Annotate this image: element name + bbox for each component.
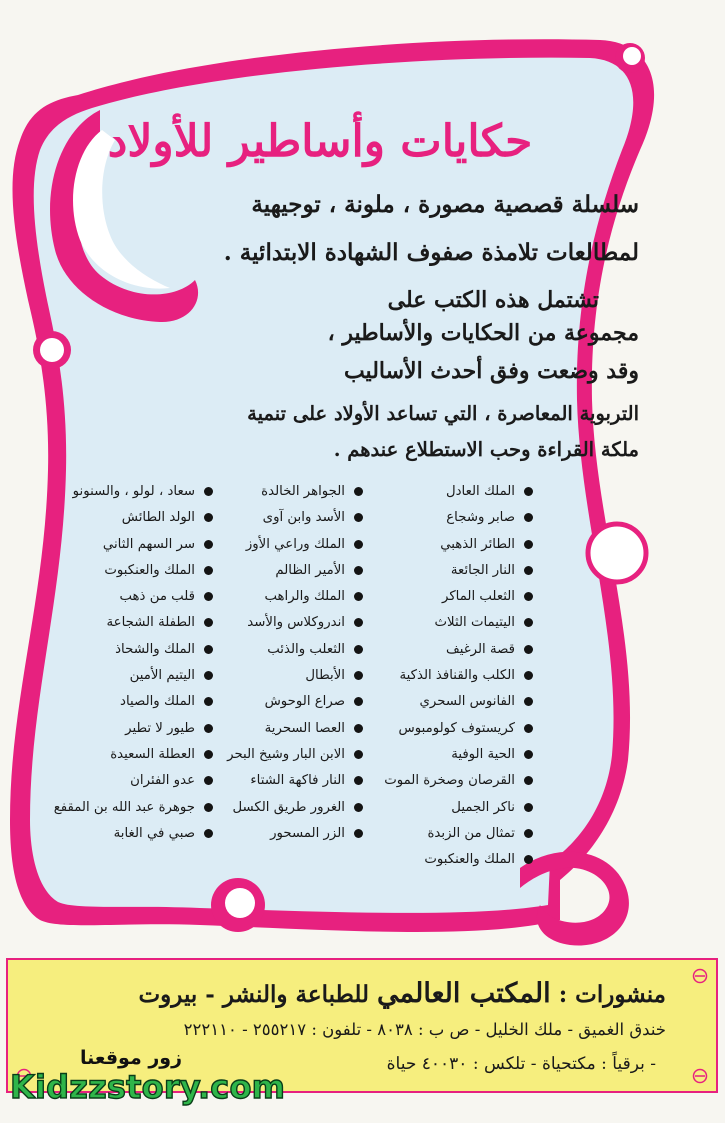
- bullet-icon: [204, 697, 213, 706]
- subtitle-line-2: لمطالعات تلامذة صفوف الشهادة الابتدائية .: [223, 239, 639, 266]
- book-title-text: النار فاكهة الشتاء: [250, 773, 345, 789]
- corner-circle-icon: [692, 1068, 708, 1084]
- bullet-icon: [524, 566, 533, 575]
- book-title-item: [370, 479, 535, 505]
- book-title-text: الملك والشحاذ: [115, 641, 195, 657]
- book-title-item: [370, 558, 535, 584]
- bullet-icon: [524, 618, 533, 627]
- book-list-right: [370, 479, 535, 873]
- bullet-icon: [354, 829, 363, 838]
- book-title-text: اليتيمات الثلاث: [434, 615, 515, 631]
- bullet-icon: [354, 671, 363, 680]
- bullet-icon: [354, 724, 363, 733]
- series-title: حكايات وأساطير للأولاد: [107, 116, 533, 167]
- book-title-item: [40, 716, 215, 742]
- book-title-text: القرصان وصخرة الموت: [384, 773, 515, 789]
- intro-line-5: ملكة القراءة وحب الاستطلاع عندهم .: [333, 438, 639, 461]
- book-title-text: سر السهم الثاني: [102, 536, 195, 552]
- book-title-text: اليتيم الأمين: [129, 668, 195, 684]
- watermark-site-link[interactable]: Kidzzstory.com: [10, 1068, 286, 1106]
- bullet-icon: [354, 487, 363, 496]
- bullet-icon: [524, 750, 533, 759]
- book-list-middle: [195, 479, 365, 847]
- book-title-item: [195, 479, 365, 505]
- publisher-line-1: [18, 978, 666, 1009]
- bullet-icon: [524, 829, 533, 838]
- book-title-text: الكلب والقنافذ الذكية: [399, 668, 515, 684]
- publisher-prefix: منشورات :: [558, 981, 666, 1008]
- book-title-item: [195, 716, 365, 742]
- book-title-item: [370, 821, 535, 847]
- book-title-item: [195, 637, 365, 663]
- bullet-icon: [204, 645, 213, 654]
- book-title-text: الملك والراهب: [264, 589, 345, 605]
- bullet-icon: [204, 803, 213, 812]
- bullet-icon: [204, 566, 213, 575]
- book-title-item: [195, 505, 365, 531]
- book-title-item: [40, 768, 215, 794]
- book-title-text: العصا السحرية: [264, 720, 345, 736]
- book-title-item: [370, 742, 535, 768]
- publisher-name: المكتب العالمي: [377, 978, 551, 1009]
- bullet-icon: [354, 803, 363, 812]
- bullet-icon: [524, 671, 533, 680]
- book-title-item: [40, 610, 215, 636]
- publisher-telegram: - برقياً : مكتحياة - تلكس : ٤٠٠٣٠ حياة: [386, 1054, 656, 1074]
- bullet-icon: [354, 566, 363, 575]
- book-title-text: العطلة السعيدة: [110, 746, 195, 762]
- book-title-text: اندروكلاس والأسد: [247, 615, 345, 631]
- intro-line-3: وقد وضعت وفق أحدث الأساليب: [343, 358, 639, 384]
- bullet-icon: [204, 829, 213, 838]
- book-title-item: [195, 768, 365, 794]
- book-title-text: ناكر الجميل: [451, 799, 515, 815]
- book-title-item: [195, 558, 365, 584]
- bullet-icon: [204, 724, 213, 733]
- bullet-icon: [524, 592, 533, 601]
- book-title-text: قصة الرغيف: [445, 641, 515, 657]
- book-title-text: تمثال من الزبدة: [427, 825, 515, 841]
- book-title-text: الطائر الذهبي: [440, 536, 515, 552]
- book-title-text: الزر المسحور: [270, 825, 345, 841]
- bullet-icon: [524, 855, 533, 864]
- book-title-text: الفانوس السحري: [419, 694, 515, 710]
- book-title-item: [370, 689, 535, 715]
- bullet-icon: [204, 487, 213, 496]
- book-title-item: [40, 584, 215, 610]
- bullet-icon: [204, 592, 213, 601]
- book-title-text: الولد الطائش: [121, 510, 195, 526]
- book-title-text: الأمير الظالم: [275, 562, 345, 578]
- bullet-icon: [204, 776, 213, 785]
- book-title-item: [195, 795, 365, 821]
- intro-line-1: تشتمل هذه الكتب على: [387, 287, 599, 313]
- corner-circle-icon: [692, 968, 708, 984]
- book-title-item: [370, 663, 535, 689]
- bullet-icon: [524, 513, 533, 522]
- book-title-text: الملك العادل: [445, 484, 515, 499]
- book-title-item: [195, 610, 365, 636]
- book-title-text: الأبطال: [305, 668, 345, 684]
- bullet-icon: [354, 697, 363, 706]
- book-title-item: [40, 479, 215, 505]
- book-title-item: [195, 532, 365, 558]
- book-title-item: [370, 610, 535, 636]
- bullet-icon: [524, 776, 533, 785]
- bullet-icon: [354, 750, 363, 759]
- book-title-item: [370, 795, 535, 821]
- book-title-item: [40, 742, 215, 768]
- book-title-text: الملك والعنكبوت: [104, 562, 195, 578]
- book-title-text: عدو الفئران: [130, 773, 195, 789]
- bullet-icon: [524, 697, 533, 706]
- bullet-icon: [204, 540, 213, 549]
- book-title-item: [195, 689, 365, 715]
- book-title-text: الملك والصياد: [120, 694, 195, 710]
- bullet-icon: [354, 776, 363, 785]
- book-title-item: [40, 558, 215, 584]
- book-title-text: صابر وشجاع: [446, 510, 515, 526]
- book-title-item: [370, 584, 535, 610]
- book-title-item: [195, 584, 365, 610]
- book-title-text: جوهرة عبد الله بن المقفع: [53, 799, 195, 815]
- book-title-text: الثعلب والذئب: [267, 641, 345, 657]
- intro-line-4: التربوية المعاصرة ، التي تساعد الأولاد على تنمية: [247, 402, 639, 425]
- book-title-text: الطفلة الشجاعة: [106, 615, 195, 631]
- bullet-icon: [354, 618, 363, 627]
- book-title-item: [370, 505, 535, 531]
- book-title-text: قلب من ذهب: [119, 589, 195, 605]
- book-title-text: الحية الوفية: [451, 746, 515, 762]
- book-title-item: [40, 637, 215, 663]
- book-title-text: كريستوف كولومبوس: [398, 720, 515, 736]
- bullet-icon: [524, 487, 533, 496]
- book-title-text: النار الجائعة: [450, 562, 515, 578]
- bullet-icon: [524, 645, 533, 654]
- book-title-text: سعاد ، لولو ، والسنونو: [72, 484, 195, 499]
- book-title-text: الابن البار وشيخ البحر: [227, 746, 345, 762]
- subtitle-line-1: سلسلة قصصية مصورة ، ملونة ، توجيهية: [251, 191, 639, 218]
- book-title-text: الأسد وابن آوى: [262, 510, 345, 526]
- book-title-item: [40, 689, 215, 715]
- book-title-item: [40, 532, 215, 558]
- bullet-icon: [204, 671, 213, 680]
- bullet-icon: [354, 645, 363, 654]
- publisher-suffix: للطباعة والنشر - بيروت: [138, 981, 370, 1008]
- bullet-icon: [524, 803, 533, 812]
- book-title-item: [370, 716, 535, 742]
- book-list-left: [40, 479, 215, 847]
- book-title-text: الجواهر الخالدة: [261, 484, 345, 499]
- publisher-address: خندق الغميق - ملك الخليل - ص ب : ٨٠٣٨ - تلفون : ٢٥٥٢١٧ - ٢٢٢١١٠: [183, 1020, 666, 1039]
- book-title-item: [40, 821, 215, 847]
- intro-line-2: مجموعة من الحكايات والأساطير ،: [327, 320, 639, 346]
- book-title-text: طيور لا تطير: [125, 720, 195, 736]
- book-title-item: [195, 742, 365, 768]
- book-title-item: [195, 663, 365, 689]
- book-title-item: [370, 637, 535, 663]
- bullet-icon: [204, 513, 213, 522]
- book-title-text: صبي في الغابة: [113, 825, 195, 841]
- book-title-item: [370, 768, 535, 794]
- book-title-item: [40, 795, 215, 821]
- bullet-icon: [524, 540, 533, 549]
- bullet-icon: [354, 513, 363, 522]
- book-title-text: صراع الوحوش: [264, 694, 345, 710]
- bullet-icon: [524, 724, 533, 733]
- book-title-item: [370, 532, 535, 558]
- bullet-icon: [204, 750, 213, 759]
- book-title-text: الملك والعنكبوت: [424, 852, 515, 868]
- bullet-icon: [204, 618, 213, 627]
- book-title-item: [40, 663, 215, 689]
- book-title-text: الثعلب الماكر: [441, 589, 515, 605]
- book-title-text: الملك وراعي الأوز: [245, 536, 345, 552]
- bullet-icon: [354, 592, 363, 601]
- book-title-item: [40, 505, 215, 531]
- bullet-icon: [354, 540, 363, 549]
- book-title-item: [370, 847, 535, 873]
- scroll-knob-right-outline: [588, 524, 646, 582]
- book-title-text: الغرور طريق الكسل: [232, 799, 345, 815]
- watermark-arabic: زور موقعنا: [80, 1047, 183, 1069]
- book-title-item: [195, 821, 365, 847]
